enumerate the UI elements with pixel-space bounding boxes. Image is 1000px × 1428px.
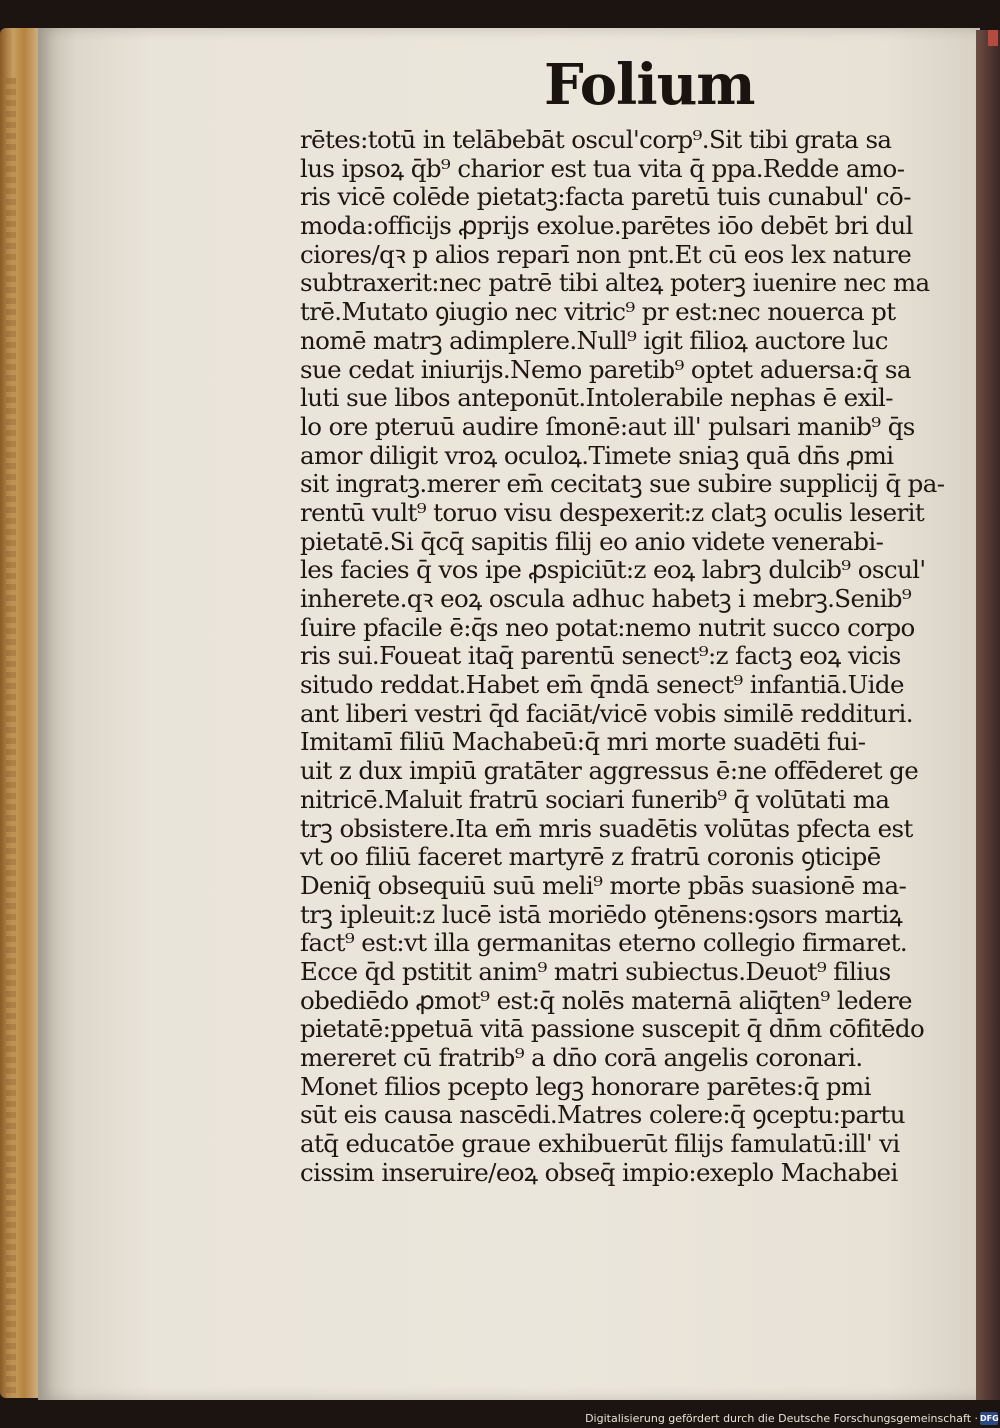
text-line: Ecce q̄d pstitit anim⁹ matri subiectus.Deuot⁹ filius — [300, 956, 891, 986]
text-line: fact⁹ est:vt illa germanitas eterno collegio firmaret. — [300, 928, 908, 958]
text-line: lus ipsoꝝ q̄b⁹ charior est tua vita q̄ ppa.Redde amo‑ — [300, 153, 905, 183]
text-line: lo ore pteruū audire ſmonē:aut ill' pulsari manib⁹ q̄s — [300, 411, 915, 441]
text-line: Deniq̄ obsequiū suū meli⁹ morte pbās suasionē ma‑ — [300, 870, 907, 900]
text-line: atq̄ educatōe graue exhibuerūt filijs famulatū:ill' vi — [300, 1129, 900, 1159]
text-line: rētes:totū in telābebāt oscul'corp⁹.Sit tibi grata sa — [300, 125, 892, 154]
text-line: luti sue libos anteponūt.Intolerabile nephas ē exil‑ — [300, 383, 893, 413]
text-line: vt oo filiū faceret martyrē z fratrū coronis ꝯticipē — [300, 842, 881, 872]
text-line: nitricē.Maluit fratrū sociari funerib⁹ q̄ volūtati ma — [300, 784, 890, 814]
text-line: ſuire pfacile ē:q̄s neo potat:nemo nutrit succo corpo — [300, 612, 915, 642]
text-line: subtraxerit:nec patrē tibi alteꝝ poterꝫ iuenire nec ma — [300, 268, 930, 298]
text-line: situdo reddat.Habet em̄ q̄ndā senect⁹ infantiā.Uide — [300, 670, 904, 700]
text-line: moda:officijs ꝓprijs exolue.parētes iōo debēt bri dul — [300, 211, 913, 241]
text-line: ciores/qꝛ p alios reparī non pnt.Et cū eos lex nature — [300, 239, 912, 269]
text-line: Imitamī filiū Machabeū:q̄ mri morte suadēti fui‑ — [300, 727, 866, 757]
text-line: nomē matrꝫ adimplere.Null⁹ igit filioꝝ auctore luc — [300, 325, 888, 355]
text-line: trē.Mutato ꝯiugio nec vitric⁹ pr est:nec nouerca pt — [300, 297, 896, 327]
text-line: sūt eis causa nascēdi.Matres colere:q̄ ꝯceptu:partu — [300, 1100, 905, 1130]
bookmark-tab — [988, 30, 998, 46]
page-header: Folium — [544, 52, 755, 118]
text-line: inherete.qꝛ eoꝝ oscula adhuc habetꝫ i mebrꝫ.Senib⁹ — [300, 584, 912, 613]
text-line: pietatē.Si q̄cq̄ sapitis filij eo anio videte venerabi‑ — [300, 526, 884, 556]
text-line: sit ingratꝫ.merer em̄ cecitatꝫ sue subire supplicij q̄ pa‑ — [300, 469, 945, 499]
text-block — [300, 126, 960, 1187]
text-line: rentū vult⁹ toruo visu despexerit:z clatꝫ oculis leserit — [300, 497, 925, 527]
text-line: obediēdo ꝓmot⁹ est:q̄ nolēs maternā aliq̄ten⁹ ledere — [300, 985, 912, 1015]
text-line: trꝫ obsistere.Ita em̄ mris suadētis volūtas pfecta est — [300, 813, 913, 843]
binding-shadow — [976, 30, 1000, 1400]
text-line: amor diligit vroꝝ oculoꝝ.Timete sniaꝫ quā dn̄s ꝓmi — [300, 440, 894, 470]
page-stack — [6, 78, 16, 1398]
text-line: les facies q̄ vos ipe ꝓspiciūt:z eoꝝ labrꝫ dulcib⁹ oscul' — [300, 555, 926, 585]
text-line: trꝫ ipleuit:z lucē istā moriēdo ꝯtēnens:ꝯsors martiꝝ — [300, 899, 903, 929]
dfg-logo: DFG — [980, 1414, 999, 1423]
text-line: ant liberi vestri q̄d faciāt/vicē vobis similē reddituri. — [300, 698, 913, 728]
text-line: ris vicē colēde pietatꝫ:facta paretū tuis cunabul' cō‑ — [300, 182, 911, 212]
text-line: pietatē:ppetuā vitā passione suscepit q̄ dn̄m cōfitēdo — [300, 1014, 925, 1044]
text-line: Monet filios pcepto legꝫ honorare parētes:q̄ pmi — [300, 1071, 871, 1101]
text-line: ris sui.Foueat itaq̄ parentū senect⁹:z factꝫ eoꝝ vicis — [300, 641, 901, 671]
text-line: cissim inseruire/eoꝝ obseq̄ impio:exeplo Machabei — [300, 1157, 898, 1187]
funding-credit: Digitalisierung gefördert durch die Deutsche Forschungsgemeinschaft · — [585, 1412, 978, 1425]
text-line: sue cedat iniurijs.Nemo paretib⁹ optet aduersa:q̄ sa — [300, 354, 911, 384]
text-line: uit z dux impiū gratāter aggressus ē:ne offēderet ge — [300, 756, 919, 786]
text-line: mereret cū fratrib⁹ a dn̄o corā angelis coronari. — [300, 1043, 863, 1072]
